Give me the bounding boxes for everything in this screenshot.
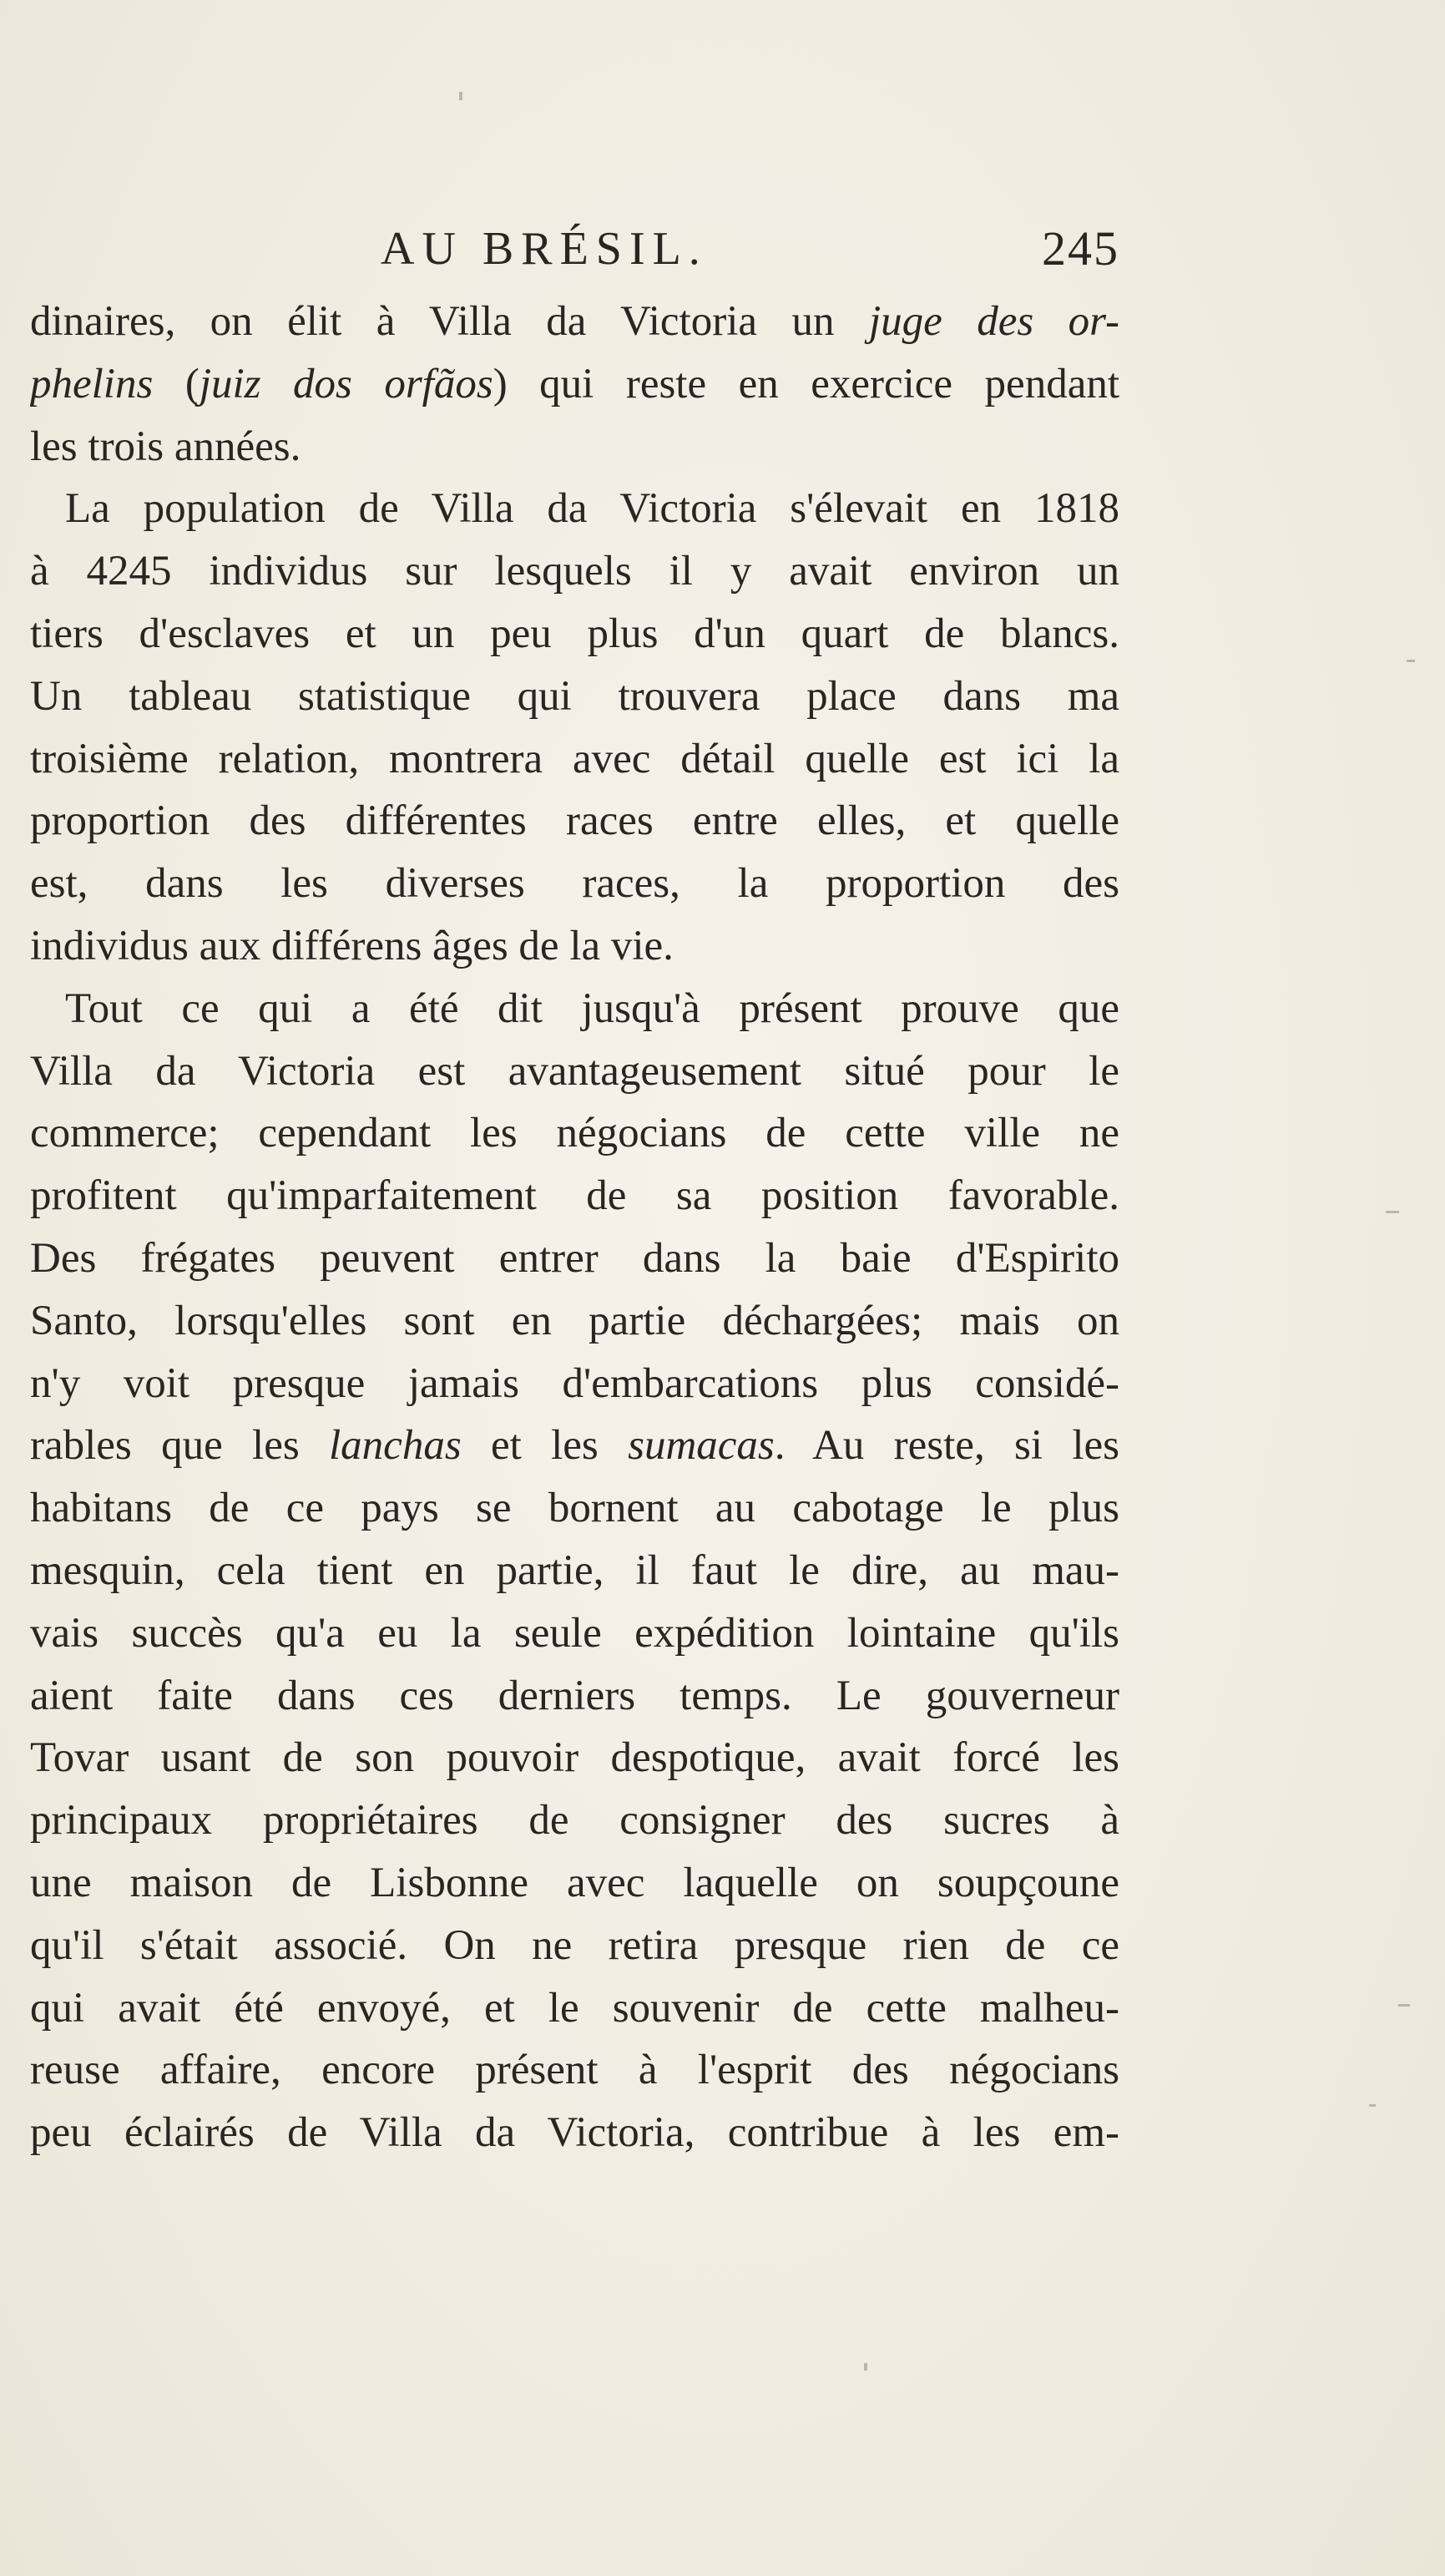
italic-text-run: sumacas: [628, 1422, 775, 1470]
paper-speck: [1407, 660, 1415, 662]
italic-text-run: lanchas: [329, 1422, 462, 1470]
paper-speck: [459, 92, 462, 100]
italic-text-run: phelins: [30, 360, 154, 407]
text-line: vais succès qu'a eu la seule expédition lointaine qu'ils: [30, 1609, 1119, 1657]
text-line: commerce; cependant les négocians de cette ville ne: [30, 1110, 1119, 1157]
paper-speck: [864, 2363, 867, 2371]
text-run: dinaires, on élit à Villa da Victoria un: [30, 298, 869, 345]
italic-text-run: juge des or-: [868, 298, 1119, 345]
text-line: Un tableau statistique qui trouvera place dans ma: [30, 672, 1119, 720]
text-line: profitent qu'imparfaitement de sa position favorable.: [30, 1172, 1119, 1220]
paper-speck: [1398, 2004, 1410, 2007]
paper-speck: [1369, 2104, 1376, 2107]
text-line: à 4245 individus sur lesquels il y avait environ un: [30, 548, 1119, 595]
page-number: 245: [1042, 221, 1119, 276]
text-line: individus aux différens âges de la vie.: [30, 922, 674, 969]
text-line: mesquin, cela tient en partie, il faut le dire, au mau-: [30, 1546, 1119, 1594]
text-line: qui avait été envoyé, et le souvenir de cette malheu-: [30, 1984, 1119, 2032]
text-line: aient faite dans ces derniers temps. Le gouverneur: [30, 1672, 1119, 1719]
text-line: troisième relation, montrera avec détail quelle est ici la: [30, 735, 1119, 782]
text-line: [30, 353, 1119, 416]
body-text: [30, 291, 1119, 2164]
text-run: ) qui reste en exercice pendant: [493, 360, 1119, 407]
text-run: et les: [461, 1422, 629, 1470]
text-line: une maison de Lisbonne avec laquelle on soupçoune: [30, 1859, 1119, 1906]
text-run: (: [153, 360, 200, 407]
text-line: [30, 291, 1119, 353]
text-line: principaux propriétaires de consigner des sucres à: [30, 1797, 1119, 1845]
paper-speck: [1386, 1211, 1399, 1213]
text-run: . Au reste, si les: [774, 1422, 1119, 1470]
page-header: [30, 215, 1119, 282]
text-line: tiers d'esclaves et un peu plus d'un quart de blancs.: [30, 610, 1119, 657]
text-line: peu éclairés de Villa da Victoria, contribue à les em-: [30, 2109, 1119, 2157]
text-line: proportion des différentes races entre elles, et quelle: [30, 797, 1119, 845]
text-line: Villa da Victoria est avantageusement situé pour le: [30, 1047, 1119, 1095]
text-line: qu'il s'était associé. On ne retira presque rien de ce: [30, 1921, 1119, 1969]
text-line: Tovar usant de son pouvoir despotique, avait forcé les: [30, 1734, 1119, 1782]
text-line: reuse affaire, encore présent à l'esprit des négocians: [30, 2047, 1119, 2094]
running-title: AU BRÉSIL.: [381, 223, 708, 275]
text-line: [30, 1415, 1119, 1477]
text-line: Des frégates peuvent entrer dans la baie d'Espirito: [30, 1234, 1119, 1282]
text-line: est, dans les diverses races, la proportion des: [30, 860, 1119, 908]
italic-text-run: juiz dos orfãos: [199, 360, 493, 407]
text-line: Santo, lorsqu'elles sont en partie déchargées; mais on: [30, 1297, 1119, 1344]
text-line: habitans de ce pays se bornent au cabotage le plus: [30, 1485, 1119, 1532]
paragraph-first-line: Tout ce qui a été dit jusqu'à présent prouve que: [65, 984, 1119, 1032]
text-line: les trois années.: [30, 423, 301, 470]
text-run: rables que les: [30, 1422, 330, 1470]
paragraph-first-line: La population de Villa da Victoria s'élevait en 1818: [65, 485, 1119, 533]
text-line: n'y voit presque jamais d'embarcations plus considé-: [30, 1359, 1119, 1407]
